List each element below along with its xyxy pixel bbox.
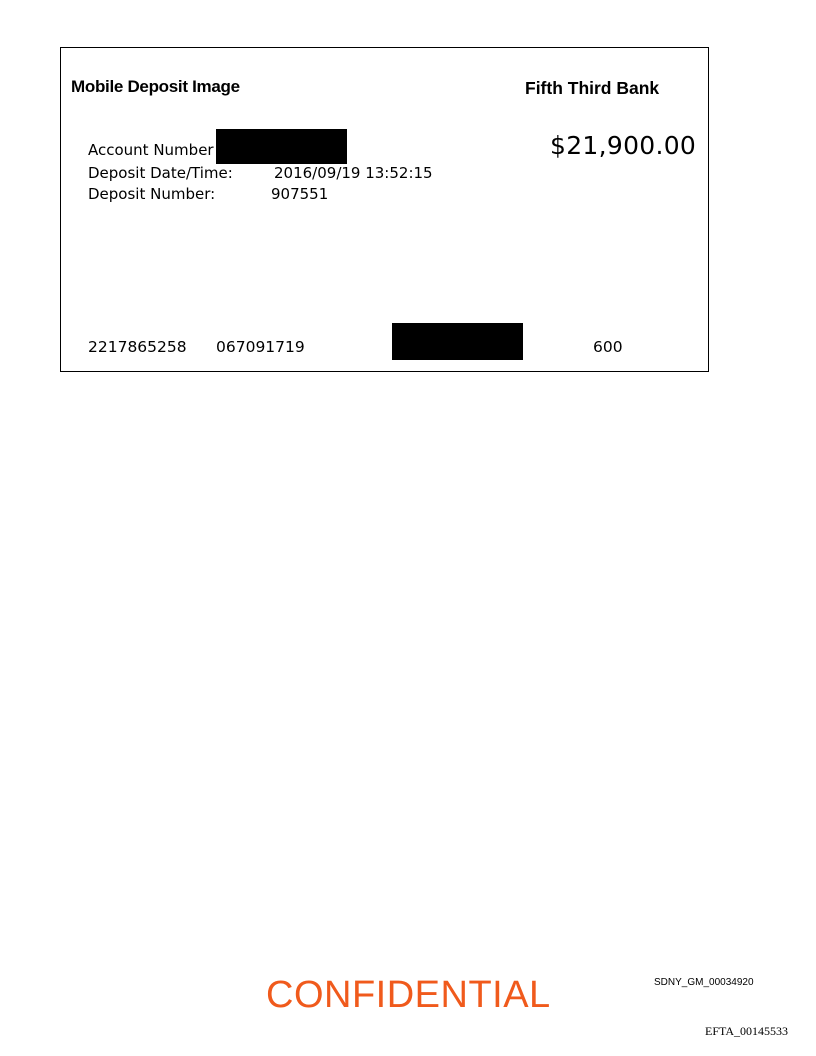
deposit-date-label: Deposit Date/Time: <box>88 164 233 182</box>
bank-name: Fifth Third Bank <box>525 78 660 98</box>
micr-field-2: 067091719 <box>216 338 305 356</box>
micr-field-3: 600 <box>593 338 623 356</box>
confidential-stamp: CONFIDENTIAL <box>266 974 551 1016</box>
deposit-date-value: 2016/09/19 13:52:15 <box>274 164 433 182</box>
micr-redaction <box>392 323 523 360</box>
document-title: Mobile Deposit Image <box>71 77 240 96</box>
deposit-number-label: Deposit Number: <box>88 185 216 203</box>
deposit-amount: $21,900.00 <box>550 131 697 160</box>
deposit-number-value: 907551 <box>271 185 329 203</box>
account-number-label: Account Number <box>88 141 214 159</box>
mobile-deposit-image <box>60 47 709 372</box>
account-number-redaction <box>216 129 347 164</box>
bates-number-sdny: SDNY_GM_00034920 <box>654 977 754 988</box>
bates-number-efta: EFTA_00145533 <box>705 1024 789 1038</box>
micr-field-1: 2217865258 <box>88 338 187 356</box>
